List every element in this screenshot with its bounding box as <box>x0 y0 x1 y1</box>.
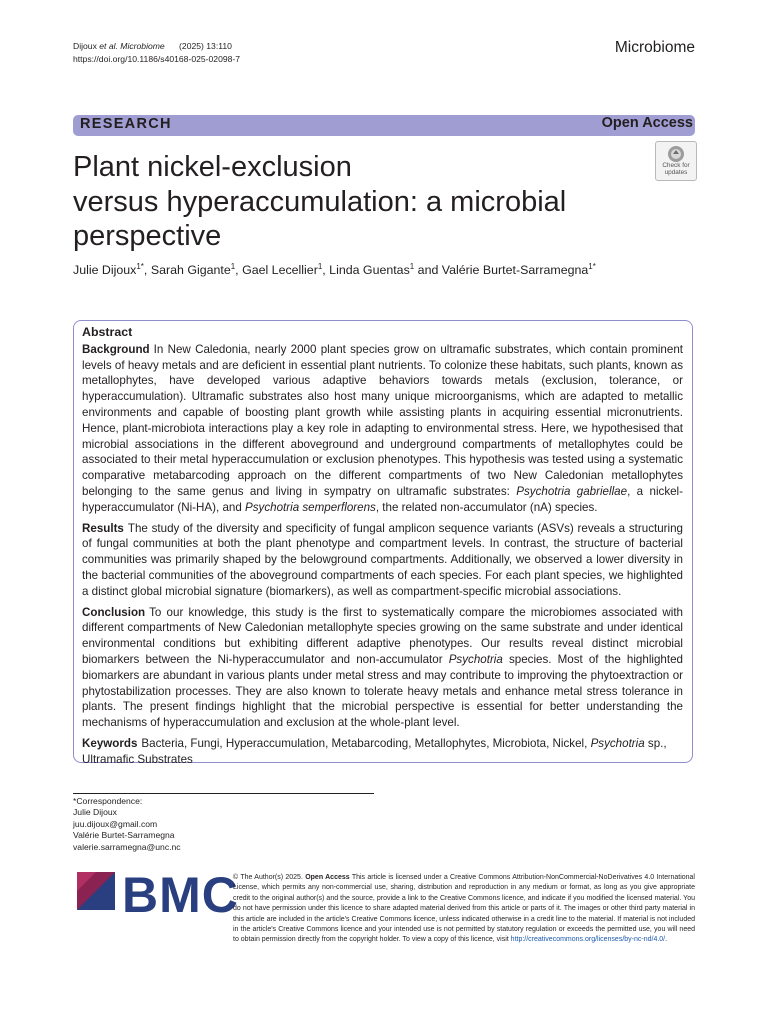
license-open-access: Open Access <box>305 874 350 881</box>
background-text: In New Caledonia, nearly 2000 plant species grow on ultramafic substrates, which contain prominent levels of heavy metals and are deficient in essential plant nutrients. To colonize these habitats, such plants, known as metallophytes, have developed various adaptive behaviors towards metals (exclusion, tolerance, or hyperaccumulation). Ultramafic substrates also host many unique microorganisms, which are adapted to metallic environments and capable of boosting plant growth while assisting plants in acquiring essential micronutrients. Hence, plant-microbiota interactions play a key role in adapting to environmental stress. Here, we hypothesised that microbial associations in the different aboveground and underground compartments of metallophytes could be associated to their metal hyperaccumulation or exclusion phenotypes. This hypothesis was tested using a systematic comparative metabarcoding approach on the different compartments of two New Caledonian metallophytes belonging to the same genus and living in sympatry on ultramafic substrates: <box>82 342 683 498</box>
license-copyright: © The Author(s) 2025. <box>233 874 306 881</box>
author-affiliation: 1 <box>317 262 323 271</box>
keywords-text: sp., Ultramafic Substrates <box>82 736 667 766</box>
author-name[interactable]: Sarah Gigante <box>150 263 231 278</box>
journal-name: Microbiome <box>614 39 695 56</box>
author-name[interactable]: Julie Dijoux <box>73 263 137 278</box>
author-affiliation: 1* <box>588 262 596 271</box>
correspondent-email[interactable]: valerie.sarramegna@unc.nc <box>73 841 181 852</box>
author-list <box>73 262 596 277</box>
author-separator: and <box>414 263 442 278</box>
author-affiliation: 1 <box>409 262 415 271</box>
background-text: , a nickel-hyperaccumulator (Ni-HA), and <box>82 484 683 514</box>
author-affiliation: 1 <box>230 262 236 271</box>
species-name: Psychotria semperflorens <box>245 500 376 514</box>
title-line-3: perspective <box>73 220 222 252</box>
open-access-label: Open Access <box>601 115 693 131</box>
correspondence-label: *Correspondence: <box>73 796 143 806</box>
author-name[interactable]: Linda Guentas <box>329 263 410 278</box>
correspondent-email[interactable]: juu.dijoux@gmail.com <box>73 818 158 829</box>
doi-link[interactable]: https://doi.org/10.1186/s40168-025-02098-7 <box>73 54 241 64</box>
abstract-box <box>73 320 693 766</box>
title-line-1: Plant nickel-exclusion <box>73 151 352 183</box>
license-notice <box>233 873 695 946</box>
conclusion-text: To our knowledge, this study is the first to systematically compare the microbiomes associated with different compartments of New Caledonian metallophyte species growing on the same substrate and under identical environmental conditions but exhibiting different adaptive phenotypes. Our results reveal distinct microbial biomarkers between the Ni-hyperaccumulator and non-accumulator <box>82 605 683 666</box>
results-text: The study of the diversity and specificity of fungal amplicon sequence variants (ASVs) reveals a structuring of fungal communities at both the plant phenotype and compartment levels. In contrast, the structure of bacterial communities was primarily shaped by the belowground compartments. Additionally, we observed a lower diversity in the bacterial communities of the aboveground compartments of each species. For each plant species, we highlighted a distinct global microbial signature (biomarkers), as well as compartment-specific microbial associations. <box>82 521 683 598</box>
background-text: , the related non-accumulator (nA) species. <box>375 500 598 514</box>
citation-year: (2025) 13:110 <box>179 41 232 51</box>
keywords-text: Bacteria, Fungi, Hyperaccumulation, Metabarcoding, Metallophytes, Microbiota, Nickel, <box>141 736 591 750</box>
bmc-logo-icon <box>77 872 115 910</box>
species-name: Psychotria <box>448 652 503 666</box>
author-separator: , <box>322 263 330 278</box>
abstract-keywords <box>82 736 683 768</box>
bmc-logo-text: BMC <box>122 867 239 923</box>
check-updates-icon <box>667 145 685 163</box>
species-name: Psychotria <box>590 736 645 750</box>
license-text: This article is licensed under a Creative Commons Attribution-NonCommercial-NoDerivatives 4.0 International License, which permits any non-commercial use, sharing, distribution and reproduction in any medium or format, as long as you give appropriate credit to the original author(s) and the source, provide a link to the Creative Commons licence, and indicate if you modified the licensed material. You do not have permission under this licence to share adapted material derived from this article or parts of it. The images or other third party material in this article are included in the article's Creative Commons licence, unless indicated otherwise in a credit line to the material. If material is not included in the article's Creative Commons licence and your intended use is not permitted by statutory regulation or exceeds the permitted use, you will need to obtain permission directly from the copyright holder. To view a copy of this licence, visit <box>233 874 695 944</box>
citation-author: Dijoux <box>73 41 100 51</box>
keywords-label: Keywords <box>82 736 138 750</box>
article-type-label: RESEARCH <box>80 116 172 132</box>
citation-header <box>73 40 240 66</box>
abstract-conclusion <box>82 605 683 731</box>
species-name: Psychotria gabriellae <box>516 484 628 498</box>
author-affiliation: 1* <box>136 262 144 271</box>
abstract-background <box>82 342 683 516</box>
correspondence-block <box>73 796 181 853</box>
footnote-divider <box>73 793 374 794</box>
title-line-2: versus hyperaccumulation: a microbial <box>73 185 567 218</box>
check-updates-text <box>656 162 696 177</box>
author-name[interactable]: Valérie Burtet-Sarramegna <box>441 263 589 278</box>
abstract-results <box>82 521 683 600</box>
license-suffix: . <box>665 936 668 944</box>
conclusion-label: Conclusion <box>82 605 146 619</box>
check-for-updates-button[interactable] <box>655 141 697 181</box>
author-separator: , <box>143 263 151 278</box>
article-title <box>73 150 633 254</box>
abstract-heading: Abstract <box>82 325 133 339</box>
citation-journal: et al. Microbiome <box>99 41 165 51</box>
author-separator: , <box>235 263 243 278</box>
background-label: Background <box>82 342 150 356</box>
license-link[interactable]: http://creativecommons.org/licenses/by-nc-nd/4.0/ <box>510 936 666 944</box>
check-updates-line-1: Check for <box>662 162 690 169</box>
author-name[interactable]: Gael Lecellier <box>242 263 318 278</box>
correspondent-name: Valérie Burtet-Sarramegna <box>73 830 175 841</box>
check-updates-line-2: updates <box>664 169 688 177</box>
results-label: Results <box>82 521 124 535</box>
correspondent-name: Julie Dijoux <box>73 807 117 818</box>
conclusion-text: species. Most of the highlighted biomarkers are abundant in various plants under metal stress and may contribute to improving the phytoextraction or phytostabilization processes. They are also known to tolerate heavy metals and enhance metal stress tolerance in plants. The present findings highlight that the microbial perspective is essential for better understanding the mechanisms of hyperaccumulation and exclusion at the whole-plant level. <box>82 652 683 730</box>
